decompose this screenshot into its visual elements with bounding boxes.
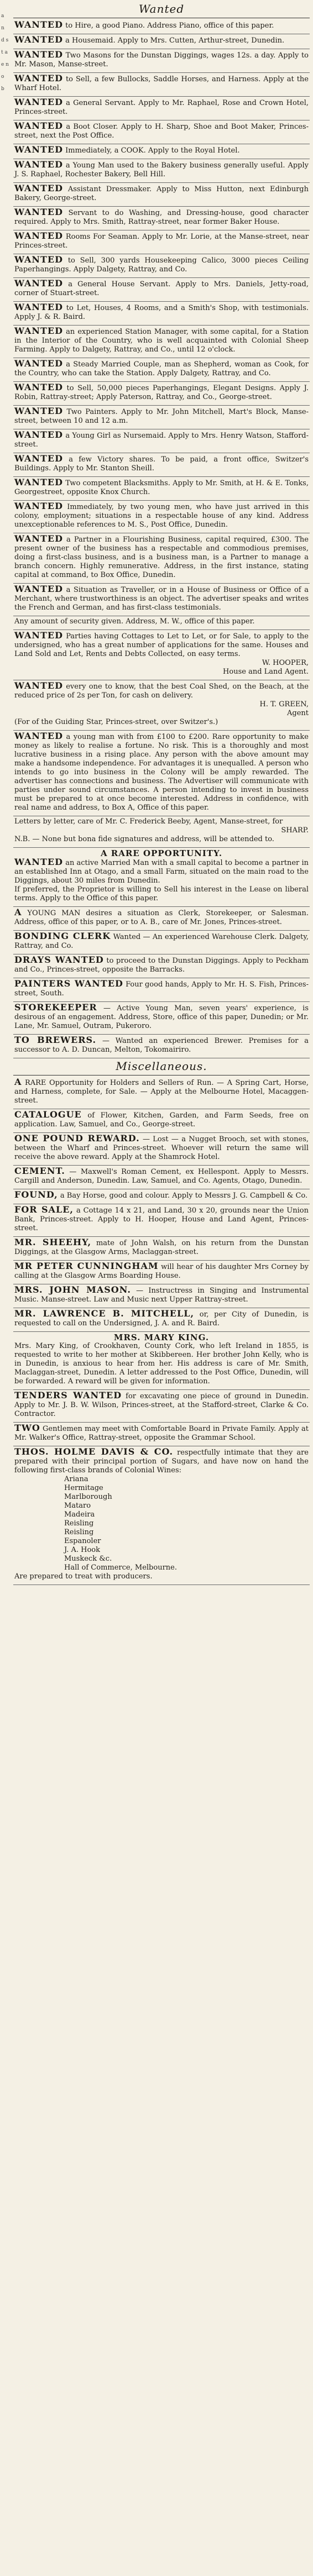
ad-list-item: J. A. Hook	[64, 1546, 100, 1554]
ad-lead-word: WANTED	[14, 19, 63, 30]
ad-lead-word: WANTED	[14, 278, 63, 288]
classified-ad	[13, 477, 310, 501]
ad-body: — Maxwell's Roman Cement, ex Hellespont. Apply to Messrs. Cargill and Anderson, Dunedin. Law, Samuel, and Co. Agents, Otago, Dunedin.	[14, 1168, 309, 1185]
ad-lead-word: WANTED	[14, 34, 63, 45]
ad-body: Rooms For Seaman. Apply to Mr. Lorie, at the Manse-street, near Princes-street.	[14, 233, 309, 250]
ad-body: for excavating one piece of ground in Dunedin. Apply to Mr. J. B. W. Wilson, Princes-street, at the Stafford-street, Clarke & Co. Contractor.	[14, 1392, 309, 1418]
ad-lead-word: WANTED	[14, 680, 63, 691]
ad-lead-word: MRS. JOHN MASON.	[14, 1284, 131, 1295]
ad-signature: W. HOOPER,	[262, 659, 309, 667]
ad-lead-word: FOUND,	[14, 1189, 58, 1200]
classified-ad	[13, 680, 310, 731]
ad-body: — Instructress in Singing and Instrumental Music. Manse-street. Law and Music next Upper Rattray-street.	[14, 1287, 309, 1304]
classified-ad	[13, 453, 310, 477]
ad-lead-word: DRAYS WANTED	[14, 954, 104, 965]
margin-stamp: a n d s t a e n o b	[1, 13, 9, 92]
classified-ad	[13, 326, 310, 358]
classified-ad	[13, 1077, 310, 1109]
ad-lead-word: WANTED	[14, 358, 63, 369]
classified-ad	[13, 1166, 310, 1189]
ad-body: Parties having Cottages to Let to Let, or for Sale, to apply to the undersigned, who has a great number of applications for the same. Houses and Land Sold and Let, Rents and Debts Collected, on easy terms.	[14, 632, 309, 658]
classified-ad	[13, 254, 310, 278]
classified-ad	[13, 278, 310, 302]
classified-ad	[13, 616, 310, 630]
ad-body: Immediately, a COOK. Apply to the Royal Hotel.	[65, 146, 240, 155]
classified-ad	[13, 1204, 310, 1237]
ad-body: an active Married Man with a small capital to become a partner in an established Inn at Otago, and a small Farm, situated on the main road to the Diggings, about 30 miles from Dunedin.	[14, 859, 309, 885]
ad-body: mate of John Walsh, on his return from the Dunstan Diggings, at the Glasgow Arms, Maclaggan-street.	[14, 1239, 309, 1256]
classified-ad	[13, 584, 310, 616]
classified-ad	[13, 1189, 310, 1204]
ad-signature: SHARP.	[281, 826, 309, 835]
ad-body: to Sell, 300 yards Housekeeping Calico, 3000 pieces Ceiling Paperhangings. Apply Dalgety, Rattray, and Co.	[14, 256, 309, 274]
ad-list-item: Mataro	[64, 1502, 91, 1510]
ad-heading: MRS. MARY KING.	[113, 1332, 210, 1342]
classified-ad	[13, 97, 310, 120]
classified-ad	[13, 1390, 310, 1423]
section-title-misc: Miscellaneous.	[116, 1059, 207, 1073]
ad-body: a General House Servant. Apply to Mrs. Daniels, Jetty-road, corner of Stuart-street.	[14, 280, 309, 297]
classified-ad	[13, 1002, 310, 1035]
ad-body: Letters by letter, care of Mr. C. Frederick Beeby, Agent, Manse-street, for	[14, 817, 283, 826]
classified-ad	[13, 49, 310, 73]
ad-lead-word: WANTED	[14, 584, 63, 594]
ad-body: a Housemaid. Apply to Mrs. Cutten, Arthur-street, Dunedin.	[65, 36, 285, 45]
classified-ad	[13, 1133, 310, 1166]
classified-ad	[13, 954, 310, 978]
ad-body: a few Victory shares. To be paid, a front office, Switzer's Buildings. Apply to Mr. Stanton Sheill.	[14, 455, 309, 473]
classified-ad	[13, 731, 310, 816]
ad-lead-word: TO BREWERS.	[14, 1035, 97, 1045]
classified-ad	[13, 848, 310, 907]
ad-signature-title: Agent	[287, 709, 309, 717]
ad-list	[14, 1475, 309, 1572]
ad-note: If preferred, the Proprietor is willing to Sell his interest in the Lease on liberal terms. Apply to the Office of this paper.	[14, 885, 309, 903]
ad-body: to Let, Houses, 4 Rooms, and a Smith's Shop, with testimonials. Apply J. & R. Baird.	[14, 304, 309, 321]
ad-lead-word: WANTED	[14, 857, 63, 867]
ad-lead-word: WANTED	[14, 97, 63, 107]
ad-list-item: Muskeck &c.	[64, 1555, 112, 1563]
ad-body: of Flower, Kitchen, Garden, and Farm Seeds, free on application. Law, Samuel, and Co., George-street.	[14, 1111, 309, 1129]
ad-body: — Wanted an experienced Brewer. Premises for a successor to A. D. Duncan, Melton, Tokomairiro.	[14, 1037, 309, 1054]
ad-body: respectfully intimate that they are prepared with their principal portion of Sugars, and have now on hand the following first-class brands of Colonial Wines:	[14, 1449, 309, 1475]
ad-body: a Young Girl as Nursemaid. Apply to Mrs. Henry Watson, Stafford-street.	[14, 432, 309, 449]
classified-ad	[13, 429, 310, 453]
classified-ad	[13, 931, 310, 954]
classified-ad	[13, 144, 310, 159]
ad-body: a General Servant. Apply to Mr. Raphael, Rose and Crown Hotel, Princes-street.	[14, 99, 309, 116]
classified-ad	[13, 406, 310, 429]
ad-lead-word: WANTED	[14, 630, 63, 641]
ad-lead-word: PAINTERS WANTED	[14, 978, 123, 989]
ad-lead-word: WANTED	[14, 533, 63, 544]
classified-ad	[13, 907, 310, 931]
ad-lead-word: MR PETER CUNNINGHAM	[14, 1261, 159, 1271]
ad-list-item: Hermitage	[64, 1484, 103, 1492]
ad-lead-word: WANTED	[14, 406, 63, 416]
ad-lead-word: ONE POUND REWARD.	[14, 1133, 140, 1143]
ad-body: Two Masons for the Dunstan Diggings, wages 12s. a day. Apply to Mr. Mason, Manse-street.	[14, 51, 309, 69]
ad-lead-word: WANTED	[14, 230, 63, 241]
ad-body: a young man with from £100 to £200. Rare opportunity to make money as likely to realise a fortune. No risk. This is a thoroughly and most lucrative business in a rising place. Any person with the above amount may make a handsome independence. For advantages it is unequalled. A person who intends to go into business in the Colony will be amply rewarded. The advertiser has connections and business. The Advertiser will communicate with parties under sound circumstances. A person intending to invest in business must be prepared to at once become interested. Address in confidence, with real name and address, to Box A, Office of this paper.	[14, 733, 309, 812]
ad-lead-word: BONDING CLERK	[14, 931, 111, 941]
classified-ad	[13, 159, 310, 183]
ad-body: YOUNG MAN desires a situation as Clerk, Storekeeper, or Salesman. Address, office of this paper, or to A. B., care of Mr. Jones, Princes-street.	[14, 909, 309, 926]
ad-list-item: Marlborough	[64, 1493, 112, 1501]
ad-body: a Cottage 14 x 21, and Land, 30 x 20, grounds near the Union Bank, Princes-street. Apply to H. Hooper, House and Land Agent, Princes-street.	[14, 1206, 309, 1232]
wanted-ads	[13, 19, 310, 1058]
ad-signature-title: House and Land Agent.	[223, 668, 309, 676]
classified-ad	[13, 230, 310, 254]
classified-ad	[13, 34, 310, 49]
ad-body: Four good hands, Apply to Mr. H. S. Fish, Princes-street, South.	[14, 980, 309, 998]
ad-list-item: Hall of Commerce, Melbourne.	[64, 1564, 177, 1572]
classified-ad	[13, 19, 310, 34]
ad-note: N.B. — None but bona fide signatures and address, will be attended to.	[14, 835, 274, 843]
ad-signature: H. T. GREEN,	[259, 700, 309, 709]
classified-ad	[13, 630, 310, 680]
classified-ad	[13, 120, 310, 144]
classified-ad	[13, 358, 310, 382]
ad-lead-word: WANTED	[14, 120, 63, 131]
ad-body: Assistant Dressmaker. Apply to Miss Hutton, next Edinburgh Bakery, George-street.	[14, 185, 309, 202]
ad-body: to Hire, a good Piano. Address Piano, office of this paper.	[65, 22, 274, 30]
classified-ad	[13, 1446, 310, 1585]
ad-lead-word: WANTED	[14, 207, 63, 217]
ad-lead-word: WANTED	[14, 254, 63, 265]
ad-body: Immediately, by two young men, who have just arrived in this colony, employment; situations in a respectable house of any kind. Address unexceptionable references to M. S., Post Office, Dunedin.	[14, 503, 309, 529]
ad-lead-word: WANTED	[14, 159, 63, 170]
ad-body: will hear of his daughter Mrs Corney by calling at the Glasgow Arms Boarding House.	[14, 1263, 309, 1280]
ad-lead-word: WANTED	[14, 49, 63, 60]
classified-ad	[13, 816, 310, 848]
classified-ad	[13, 533, 310, 584]
ad-body: Mrs. Mary King, of Crookhaven, County Cork, who left Ireland in 1855, is requested to write to her mother at Skibbereen. Her brother John Kelly, who is in Dunedin, is anxious to hear from her. His address is care of Mr. Smith, Maclaggan-street, Dunedin. A letter addressed to the Post Office, Dunedin, will be forwarded. A reward will be given for information.	[14, 1342, 309, 1386]
misc-ads	[13, 1077, 310, 1585]
classified-ad	[13, 1284, 310, 1308]
ad-lead-word: MR. LAWRENCE B. MITCHELL,	[14, 1308, 195, 1319]
classified-ad	[13, 501, 310, 533]
classified-ad	[13, 302, 310, 326]
ad-body: to Sell, 50,000 pieces Paperhangings, Elegant Designs. Apply J. Robin, Rattray-street; Apply Paterson, Rattray, and Co., George-street.	[14, 384, 309, 401]
ad-note: Are prepared to treat with producers.	[14, 1572, 153, 1581]
classified-ad	[13, 1332, 310, 1390]
ad-list-item: Ariana	[64, 1475, 88, 1483]
ad-heading: A RARE OPPORTUNITY.	[100, 848, 223, 858]
ad-list-item: Reisling	[64, 1528, 94, 1536]
classified-ad	[13, 73, 310, 97]
ad-list-item: Madeira	[64, 1510, 95, 1519]
ad-body: a Young Man used to the Bakery business generally useful. Apply J. S. Raphael, Rochester Bakery, Bell Hill.	[14, 161, 309, 179]
ad-lead-word: WANTED	[14, 326, 63, 336]
ad-lead-word: WANTED	[14, 73, 63, 83]
ad-lead-word: A	[14, 907, 22, 917]
ad-lead-word: WANTED	[14, 731, 63, 741]
ad-body: RARE Opportunity for Holders and Sellers of Run. — A Spring Cart, Horse, and Harness, complete, for Sale. — Apply at the Melbourne Hotel, Macaggen-street.	[14, 1079, 309, 1105]
ad-lead-word: WANTED	[14, 144, 63, 155]
ad-note: (For of the Guiding Star, Princes-street, over Switzer's.)	[14, 718, 218, 726]
ad-body: or, per City of Dunedin, is requested to call on the Undersigned, J. A. and R. Baird.	[14, 1310, 309, 1328]
ad-body: a Boot Closer. Apply to H. Sharp, Shoe and Boot Maker, Princes-street, next the Post Office.	[14, 123, 309, 140]
ad-body: every one to know, that the best Coal Shed, on the Beach, at the reduced price of 2s per Ton, for cash on delivery.	[14, 683, 309, 700]
ad-lead-word: WANTED	[14, 183, 63, 193]
ad-lead-word: WANTED	[14, 382, 63, 392]
ad-lead-word: CEMENT.	[14, 1166, 65, 1176]
ad-body: a Steady Married Couple, man as Shepherd, woman as Cook, for the Country, who can take the Station. Apply Dalgety, Rattray, and Co.	[14, 360, 309, 377]
ad-lead-word: MR. SHEEHY,	[14, 1237, 92, 1247]
classified-ad	[13, 1308, 310, 1332]
ad-body: an experienced Station Manager, with some capital, for a Station in the Interior of the Country, who is well acquainted with Colonial Sheep Farming. Apply to Dalgety, Rattray, and Co., until 12 o'clock.	[14, 328, 309, 354]
classified-ad	[13, 1237, 310, 1261]
classified-ad	[13, 1261, 310, 1284]
ad-lead-word: TWO	[14, 1423, 40, 1433]
ad-lead-word: TENDERS WANTED	[14, 1390, 122, 1400]
ad-lead-word: WANTED	[14, 501, 63, 511]
ad-body: to proceed to the Dunstan Diggings. Apply to Peckham and Co., Princes-street, opposite the Barracks.	[14, 957, 309, 974]
ad-body: a Partner in a Flourishing Business, capital required, £300. The present owner of the business has a respectable and commodious premises, doing a first-class business, and is a business man, is a Partner to manage a branch concern. Highly remunerative. Address, in the first instance, stating capital at command, to Box Office, Dunedin.	[14, 536, 309, 579]
ad-lead-word: STOREKEEPER	[14, 1002, 97, 1012]
ad-body: Wanted — An experienced Warehouse Clerk. Dalgety, Rattray, and Co.	[14, 933, 309, 950]
ad-body: Any amount of security given. Address, M. W., office of this paper.	[14, 617, 255, 626]
ad-body: a Situation as Traveller, or in a House of Business or Office of a Merchant, where trustworthiness is an object. The advertiser speaks and writes the French and German, and has first-class testimonials.	[14, 586, 309, 612]
ad-list-item: Espanoler	[64, 1537, 101, 1545]
ad-lead-word: WANTED	[14, 477, 63, 487]
ad-body: to Sell, a few Bullocks, Saddle Horses, and Harness. Apply at the Wharf Hotel.	[14, 75, 309, 92]
ad-body: Gentlemen may meet with Comfortable Board in Private Family. Apply at Mr. Walker's Office, Rattray-street, opposite the Grammar School.	[14, 1425, 309, 1442]
ad-body: — Active Young Man, seven years' experience, is desirous of an engagement. Address, Store, office of this paper, Dunedin; or Mr. Lane, Mr. Samuel, Outram, Pukeroro.	[14, 1004, 309, 1030]
ad-lead-word: FOR SALE,	[14, 1204, 74, 1215]
ad-body: Two competent Blacksmiths. Apply to Mr. Smith, at H. & E. Tonks, Georgestreet, opposite Knox Church.	[14, 479, 309, 496]
ad-lead-word: WANTED	[14, 429, 63, 440]
classified-ad	[13, 978, 310, 1002]
ad-body: Servant to do Washing, and Dressing-house, good character required. Apply to Mrs. Smith, Rattray-street, near former Baker House.	[14, 209, 309, 226]
classified-ad	[13, 183, 310, 207]
classified-ad	[13, 382, 310, 406]
ad-body: Two Painters. Apply to Mr. John Mitchell, Mart's Block, Manse-street, between 10 and 12 a.m.	[14, 408, 309, 425]
ad-lead-word: WANTED	[14, 302, 63, 312]
section-title-wanted: Wanted	[138, 2, 185, 15]
classified-ad	[13, 1109, 310, 1133]
ad-lead-word: A	[14, 1077, 22, 1087]
ad-lead-word: THOS. HOLME DAVIS & CO.	[14, 1446, 174, 1457]
ad-body: — Lost — a Nugget Brooch, set with stones, between the Wharf and Princes-street. Whoever will return the same will receive the above reward. Apply at the Shamrock Hotel.	[14, 1135, 309, 1161]
classified-ad	[13, 207, 310, 230]
ad-lead-word: CATALOGUE	[14, 1109, 82, 1120]
ad-body: a Bay Horse, good and colour. Apply to Messrs J. G. Campbell & Co.	[60, 1192, 308, 1200]
ad-lead-word: WANTED	[14, 453, 63, 464]
classified-ad	[13, 1423, 310, 1446]
classified-ad	[13, 1035, 310, 1058]
ad-list-item: Reisling	[64, 1519, 94, 1528]
